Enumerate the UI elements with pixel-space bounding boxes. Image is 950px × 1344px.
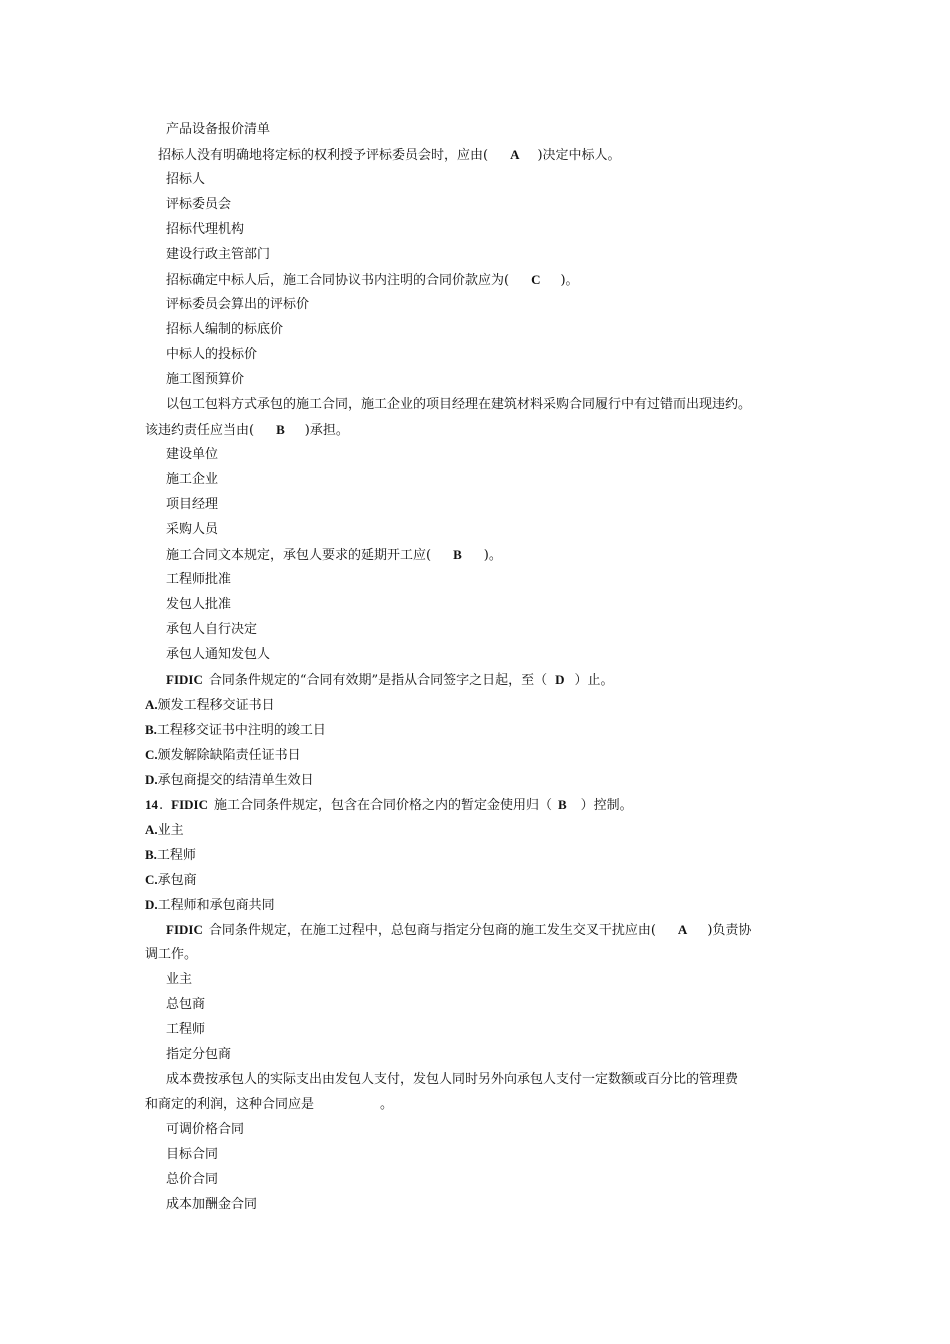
question-text-end: )。: [560, 273, 579, 288]
line-product-quote-list: [166, 121, 270, 139]
question-cost-plus-cont: [145, 1096, 393, 1114]
question-text: 合同条件规定的“合同有效期”是指从合同签字之日起，至（: [208, 673, 548, 688]
option: [145, 696, 275, 715]
question-14-provisional-sum: [145, 796, 633, 815]
question-fidic-interference: [166, 921, 751, 940]
option: 总价合同: [166, 1172, 219, 1187]
option: [145, 896, 275, 915]
question-text-end: ）止。: [574, 673, 614, 688]
question-text: 施工合同文本规定，承包人要求的延期开工应(: [166, 548, 432, 563]
answer-letter: A: [677, 922, 688, 937]
fidic-label: FIDIC: [171, 797, 208, 812]
option: 项目经理: [166, 497, 219, 512]
answer-letter: A: [510, 147, 520, 162]
option-text: 承包商: [157, 873, 197, 888]
question-text-end: )决定中标人。: [537, 148, 621, 163]
answer-letter: B: [276, 422, 285, 437]
option: 建设行政主管部门: [166, 247, 271, 262]
option: 工程师: [166, 1022, 206, 1037]
answer-letter: C: [531, 272, 541, 287]
question-award-decision: [158, 146, 621, 165]
option: [145, 846, 196, 865]
question-fidic-validity: [166, 671, 614, 690]
option: 施工企业: [166, 472, 219, 487]
option: [145, 871, 197, 890]
option-text: 承包商提交的结清单生效日: [157, 773, 314, 788]
question-text: 施工合同条件规定，包含在合同价格之内的暂定金使用归（: [213, 798, 552, 813]
option: 工程师批准: [166, 572, 232, 587]
question-text: 该违约责任应当由(: [145, 423, 255, 438]
question-text-end: )承担。: [304, 423, 349, 438]
option: 招标代理机构: [166, 222, 245, 237]
option: 可调价格合同: [166, 1122, 245, 1137]
option-text: 业主: [157, 823, 184, 838]
option: 业主: [166, 972, 193, 987]
fidic-label: FIDIC: [166, 672, 203, 687]
option: 评标委员会: [166, 197, 232, 212]
option-letter: A.: [145, 697, 158, 712]
option: 采购人员: [166, 522, 219, 537]
option-letter: D.: [145, 897, 158, 912]
question-number: 14: [145, 797, 158, 812]
question-fidic-interference-cont: 调工作。: [145, 947, 198, 962]
option: 指定分包商: [166, 1047, 232, 1062]
option: 承包人自行决定: [166, 622, 258, 637]
option-letter: D.: [145, 772, 158, 787]
option: [145, 821, 184, 840]
option: [145, 721, 326, 740]
number-dot: .: [159, 798, 164, 813]
option: 目标合同: [166, 1147, 219, 1162]
option-letter: A.: [145, 822, 158, 837]
option-text: 工程师和承包商共同: [157, 898, 275, 913]
option-letter: C.: [145, 747, 158, 762]
answer-letter: B: [453, 547, 462, 562]
answer-letter: B: [558, 797, 567, 812]
option: 评标委员会算出的评标价: [166, 297, 310, 312]
option: 招标人编制的标底价: [166, 322, 284, 337]
question-cost-plus: [166, 1071, 738, 1089]
question-delayed-start: [166, 546, 502, 565]
question-breach-liability: [166, 396, 751, 414]
option-text: 工程移交证书中注明的竣工日: [156, 723, 326, 738]
option: 发包人批准: [166, 597, 232, 612]
option: 总包商: [166, 997, 206, 1012]
question-text: 以包工包料方式承包的施工合同，施工企业的项目经理在建筑材料采购合同履行中有过错而出现违约。: [166, 397, 752, 412]
option-letter: B.: [145, 847, 157, 862]
question-text: 成本费按承包人的实际支出由发包人支付，发包人同时另外向承包人支付一定数额或百分比的管理费: [166, 1072, 739, 1087]
question-text: 和商定的利润，这种合同应是: [145, 1097, 315, 1112]
answer-letter: D: [555, 672, 565, 687]
option: [145, 746, 301, 765]
option: 成本加酬金合同: [166, 1197, 258, 1212]
question-text: 招标人没有明确地将定标的权利授予评标委员会时，应由(: [158, 148, 489, 163]
question-text-end: )。: [483, 548, 502, 563]
option-letter: B.: [145, 722, 157, 737]
fidic-label: FIDIC: [166, 922, 203, 937]
option-text: 工程师: [156, 848, 196, 863]
option: 施工图预算价: [166, 372, 245, 387]
question-contract-price: [166, 271, 579, 290]
option: 中标人的投标价: [166, 347, 258, 362]
question-breach-liability-cont: [145, 421, 349, 440]
option: [145, 771, 314, 790]
question-text: 合同条件规定，在施工过程中，总包商与指定分包商的施工发生交叉干扰应由(: [208, 923, 656, 938]
question-text-end: 。: [380, 1097, 394, 1112]
option: 承包人通知发包人: [166, 647, 271, 662]
option: 招标人: [166, 172, 206, 187]
question-text-end: ）控制。: [580, 798, 633, 813]
option-text: 颁发工程移交证书日: [157, 698, 275, 713]
option-letter: C.: [145, 872, 158, 887]
option-text: 颁发解除缺陷责任证书日: [157, 748, 301, 763]
question-text: 招标确定中标人后，施工合同协议书内注明的合同价款应为(: [166, 273, 510, 288]
question-text-end: )负责协: [707, 923, 752, 938]
text: 产品设备报价清单: [166, 122, 271, 137]
option: 建设单位: [166, 447, 219, 462]
